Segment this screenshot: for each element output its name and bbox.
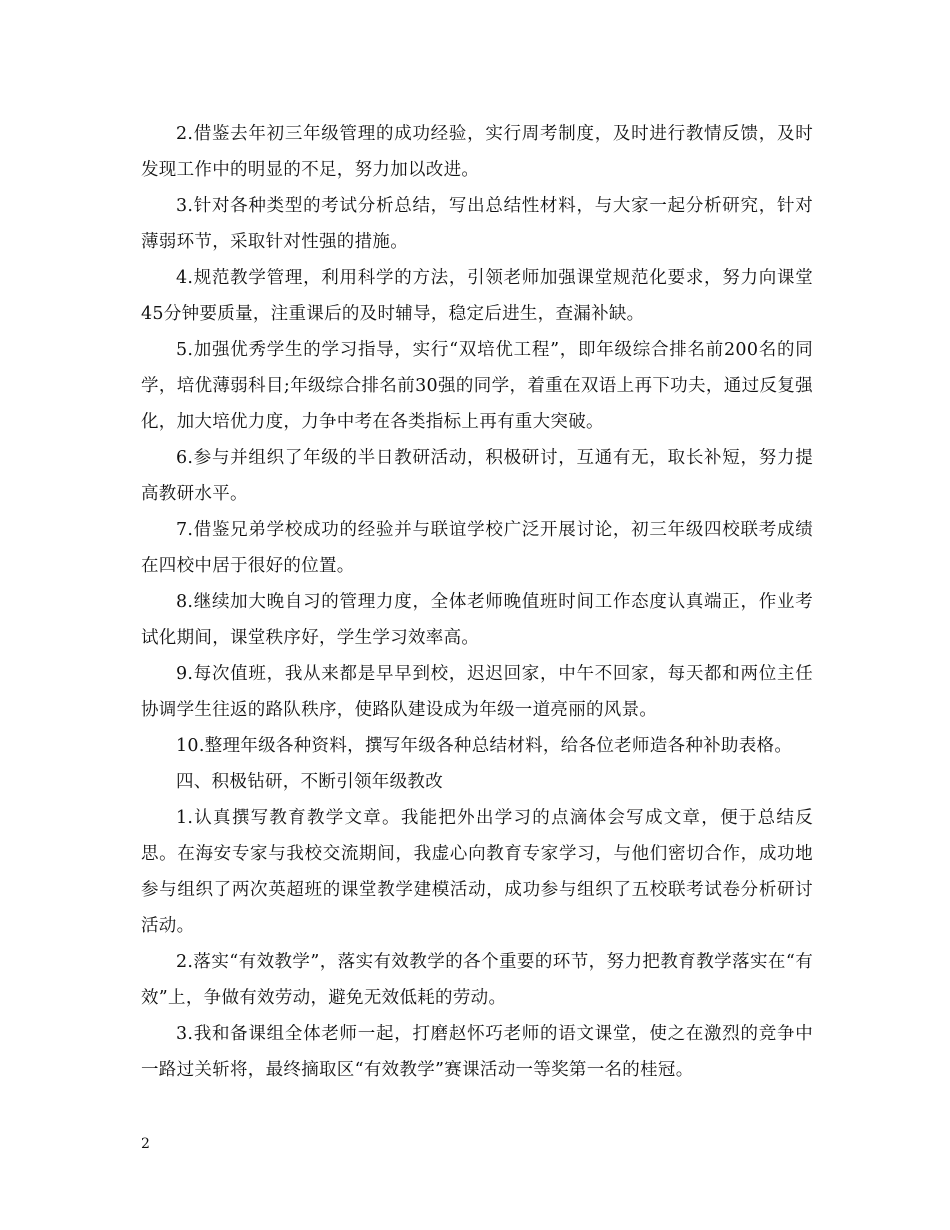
paragraph-item-8: 8.继续加大晚自习的管理力度，全体老师晚值班时间工作态度认真端正，作业考试化期间，课堂秩序好，学生学习效率高。: [141, 592, 813, 648]
section-heading: 四、积极钻研，不断引领年级教改: [176, 772, 443, 792]
paragraph-item-4: 4.规范教学管理，利用科学的方法，引领老师加强课堂规范化要求，努力向课堂45分钟要质量，注重课后的及时辅导，稳定后进生，查漏补缺。: [141, 268, 813, 324]
paragraph-item-9: 9.每次值班，我从来都是早早到校，迟迟回家，中午不回家，每天都和两位主任协调学生往返的路队秩序，使路队建设成为年级一道亮丽的风景。: [141, 664, 813, 720]
paragraph-research-2: 2.落实“有效教学”，落实有效教学的各个重要的环节，努力把教育教学落实在“有效”上，争做有效劳动，避免无效低耗的劳动。: [141, 952, 813, 1008]
paragraph-item-7: 7.借鉴兄弟学校成功的经验并与联谊学校广泛开展讨论，初三年级四校联考成绩在四校中居于很好的位置。: [141, 520, 813, 576]
paragraph-item-6: 6.参与并组织了年级的半日教研活动，积极研讨，互通有无，取长补短，努力提高教研水平。: [141, 448, 813, 504]
paragraph-item-3: 3.针对各种类型的考试分析总结，写出总结性材料，与大家一起分析研究，针对薄弱环节，采取针对性强的措施。: [141, 196, 813, 252]
paragraph-item-5: 5.加强优秀学生的学习指导，实行“双培优工程”，即年级综合排名前200名的同学，培优薄弱科目;年级综合排名前30强的同学，着重在双语上再下功夫，通过反复强化，加大培优力度，力争中考在各类指标上再有重大突破。: [141, 340, 813, 432]
paragraph-research-1: 1.认真撰写教育教学文章。我能把外出学习的点滴体会写成文章，便于总结反思。在海安专家与我校交流期间，我虚心向教育专家学习，与他们密切合作，成功地参与组织了两次英超班的课堂教学建模活动，成功参与组织了五校联考试卷分析研讨活动。: [141, 808, 813, 936]
paragraph-item-10: 10.整理年级各种资料，撰写年级各种总结材料，给各位老师造各种补助表格。: [176, 736, 793, 756]
paragraph-research-3: 3.我和备课组全体老师一起，打磨赵怀巧老师的语文课堂，使之在激烈的竞争中一路过关斩将，最终摘取区“有效教学”赛课活动一等奖第一名的桂冠。: [141, 1024, 813, 1080]
document-body: [141, 116, 813, 1088]
page-number: 2: [141, 1136, 150, 1152]
paragraph-item-2: 2.借鉴去年初三年级管理的成功经验，实行周考制度，及时进行教情反馈，及时发现工作中的明显的不足，努力加以改进。: [141, 124, 813, 180]
